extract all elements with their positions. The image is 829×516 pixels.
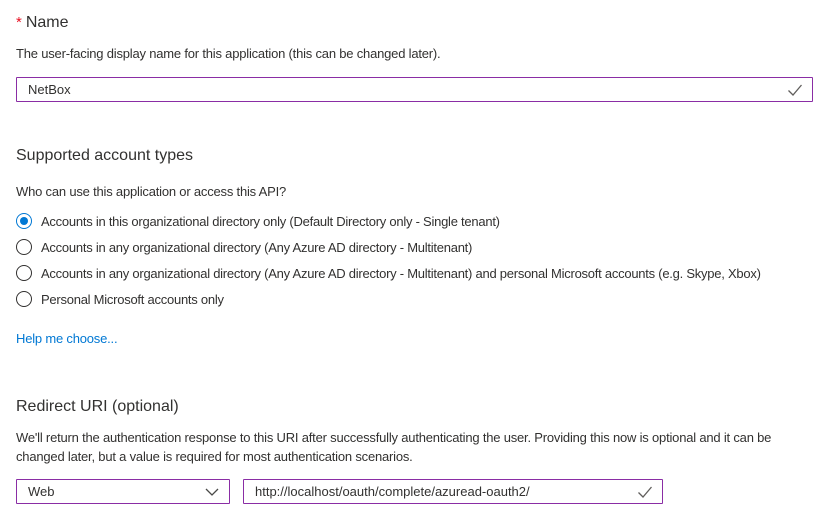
account-types-radio-group: [16, 208, 813, 312]
account-types-question: Who can use this application or access this API?: [16, 184, 287, 199]
redirect-uri-field: [243, 479, 663, 504]
name-section-heading: [16, 12, 813, 33]
app-registration-form: [0, 12, 829, 516]
radio-option-multitenant[interactable]: [16, 234, 813, 260]
help-me-choose-link[interactable]: Help me choose...: [16, 331, 118, 346]
radio-button-icon[interactable]: [16, 291, 32, 307]
required-asterisk: *: [16, 14, 22, 31]
name-description: The user-facing display name for this application (this can be changed later).: [16, 46, 441, 61]
name-heading-label: Name: [25, 14, 69, 31]
radio-option-label: Accounts in any organizational directory (Any Azure AD directory - Multitenant) and personal Microsoft accounts (e.g. Skype, Xbox): [41, 265, 761, 281]
radio-option-label: Accounts in any organizational directory (Any Azure AD directory - Multitenant): [41, 239, 473, 255]
redirect-uri-section: [0, 396, 829, 504]
radio-option-single-tenant[interactable]: [16, 208, 813, 234]
platform-select-value: Web: [28, 484, 55, 499]
radio-option-multitenant-personal[interactable]: [16, 260, 813, 286]
radio-option-label: Personal Microsoft accounts only: [41, 291, 224, 307]
checkmark-icon: [787, 83, 803, 96]
radio-option-personal-only[interactable]: [16, 286, 813, 312]
radio-button-icon[interactable]: [16, 239, 32, 255]
redirect-uri-heading: Redirect URI (optional): [16, 398, 179, 415]
platform-select[interactable]: [16, 479, 230, 504]
account-types-heading: Supported account types: [16, 147, 194, 164]
radio-button-icon[interactable]: [16, 265, 32, 281]
radio-button-icon[interactable]: [16, 213, 32, 229]
checkmark-icon: [637, 485, 653, 498]
name-section: [0, 12, 829, 102]
account-types-section: [0, 145, 829, 348]
redirect-uri-controls: [16, 479, 829, 504]
radio-option-label: Accounts in this organizational directory only (Default Directory only - Single tenant): [41, 213, 500, 229]
redirect-uri-description: We'll return the authentication response to this URI after successfully authenticating the user. Providing this now is optional and it can be changed later, but a value is required for most authentication scenarios.: [16, 430, 772, 464]
name-input[interactable]: [17, 78, 812, 101]
name-input-field: [16, 77, 813, 102]
redirect-uri-input[interactable]: [244, 480, 662, 503]
chevron-down-icon: [205, 488, 219, 496]
